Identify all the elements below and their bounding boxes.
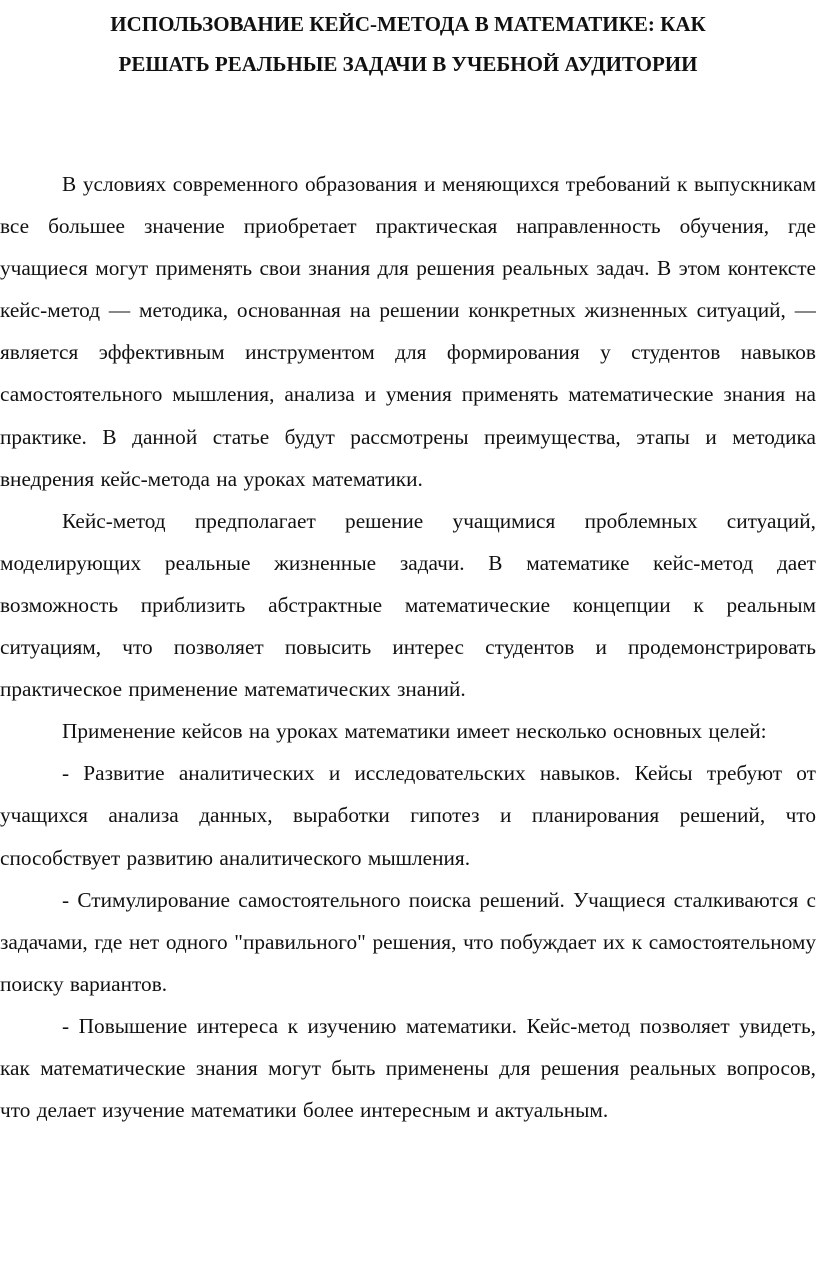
list-item-independent-search: - Стимулирование самостоятельного поиска решений. Учащиеся сталкиваются с задачами, где нет одного "правильного" решения, что побуждает их к самостоятельному поиску вариантов. [0, 887, 816, 996]
title-line-1: ИСПОЛЬЗОВАНИЕ КЕЙС-МЕТОДА В МАТЕМАТИКЕ: КАК [110, 12, 706, 36]
paragraph-case-method: Кейс-метод предполагает решение учащимися проблемных ситуаций, моделирующих реальные жизненные задачи. В математике кейс-метод дает возможность приблизить абстрактные математические концепции к реальным ситуациям, что позволяет повысить интерес студентов и продемонстрировать практическое применение математических знаний. [0, 508, 816, 702]
document-title [40, 4, 776, 84]
list-item-interest: - Повышение интереса к изучению математики. Кейс-метод позволяет увидеть, как математические знания могут быть применены для решения реальных вопросов, что делает изучение математики более интересным и актуальным. [0, 1013, 816, 1123]
list-item-analytical-skills: - Развитие аналитических и исследовательских навыков. Кейсы требуют от учащихся анализа данных, выработки гипотез и планирования решений, что способствует развитию аналитического мышления. [0, 761, 816, 870]
title-line-2: РЕШАТЬ РЕАЛЬНЫЕ ЗАДАЧИ В УЧЕБНОЙ АУДИТОРИИ [118, 52, 698, 76]
paragraph-intro: В условиях современного образования и меняющихся требований к выпускникам все большее значение приобретает практическая направленность обучения, где учащиеся могут применять свои знания для решения реальных задач. В этом контексте кейс-метод — методика, основанная на решении конкретных жизненных ситуаций, — является эффективным инструментом для формирования у студентов навыков самостоятельного мышления, анализа и умения применять математические знания на практике. В данной статье будут рассмотрены преимущества, этапы и методика внедрения кейс-метода на уроках математики. [0, 172, 816, 491]
paragraph-goals-intro: Применение кейсов на уроках математики имеет несколько основных целей: [62, 719, 767, 744]
document-body [0, 163, 816, 1131]
